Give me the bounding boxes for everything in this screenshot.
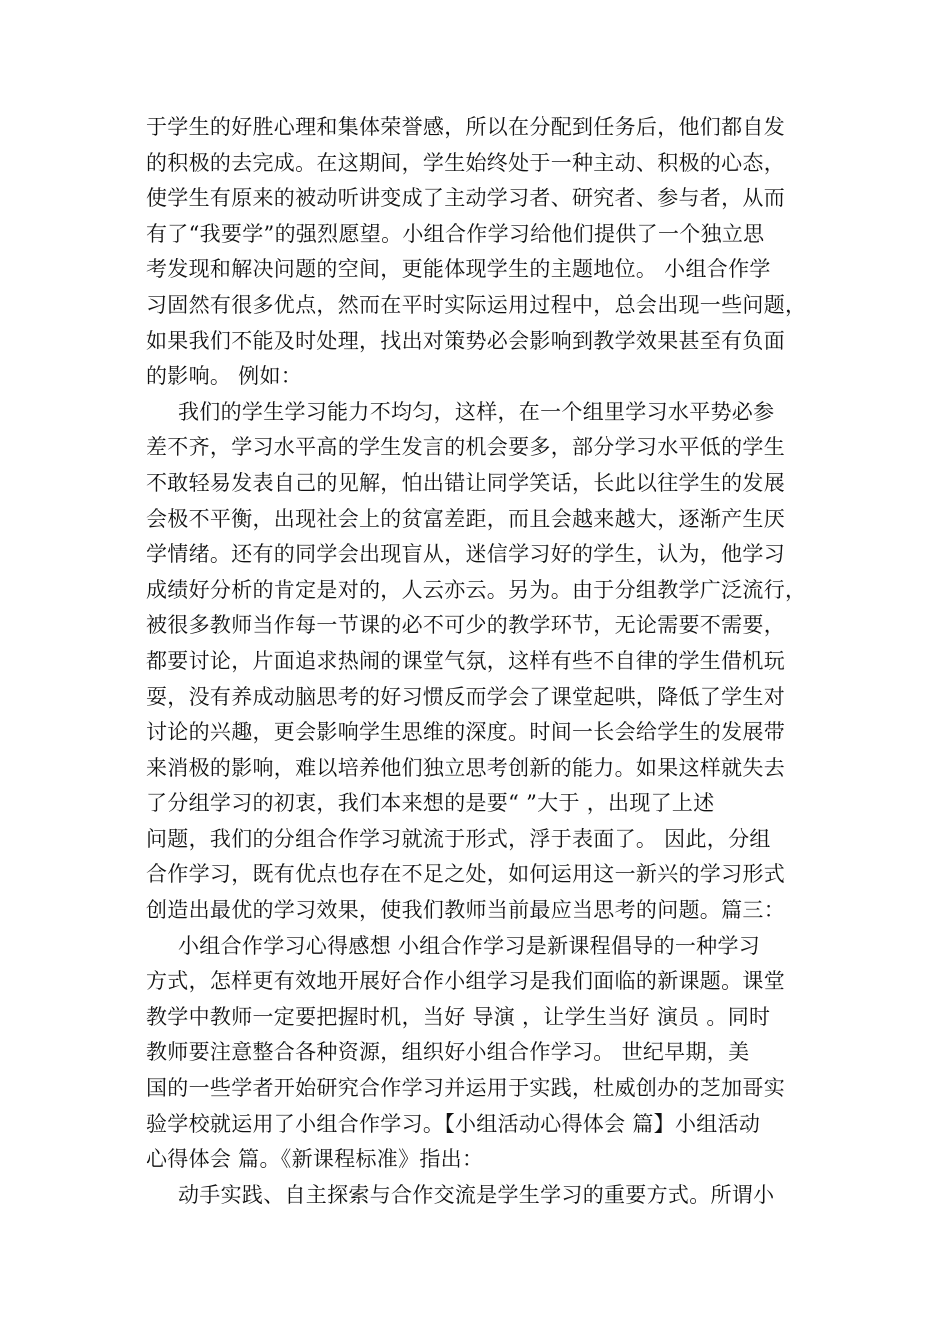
text-line: 动手实践、自主探索与合作交流是学生学习的重要方式。所谓小 xyxy=(178,1182,775,1207)
text-line: 来消极的影响，难以培养他们独立思考创新的能力。如果这样就失去 xyxy=(146,755,785,780)
text-line: 会极不平衡，出现社会上的贫富差距，而且会越来越大，逐渐产生厌 xyxy=(146,506,785,531)
text-line: 方式，怎样更有效地开展好合作小组学习是我们面临的新课题。课堂 xyxy=(146,969,785,994)
text-line: 教学中教师一定要把握时机，当好 导演 ，让学生当好 演员 。同时 xyxy=(146,1004,771,1029)
text-line: 被很多教师当作每一节课的必不可少的教学环节，无论需要不需要， xyxy=(146,613,785,638)
text-line: 习固然有很多优点，然而在平时实际运用过程中，总会出现一些问题， xyxy=(146,292,807,317)
text-line: 创造出最优的学习效果，使我们教师当前最应当思考的问题。篇三： xyxy=(146,898,785,923)
text-line: 考发现和解决问题的空间，更能体现学生的主题地位。 小组合作学 xyxy=(146,257,771,282)
text-line: 成绩好分析的肯定是对的，人云亦云。另为。由于分组教学广泛流行， xyxy=(146,577,807,602)
text-line: 合作学习，既有优点也存在不足之处，如何运用这一新兴的学习形式 xyxy=(146,862,785,887)
document-body xyxy=(146,110,808,1213)
text-line: 我们的学生学习能力不均匀，这样，在一个组里学习水平势必参 xyxy=(178,399,775,424)
text-line: 问题，我们的分组合作学习就流于形式，浮于表面了。 因此，分组 xyxy=(146,826,771,851)
text-line: 教师要注意整合各种资源，组织好小组合作学习。 世纪早期，美 xyxy=(146,1040,750,1065)
text-line: 耍，没有养成动脑思考的好习惯反而学会了课堂起哄，降低了学生对 xyxy=(146,684,785,709)
text-line: 如果我们不能及时处理，找出对策势必会影响到教学效果甚至有负面 xyxy=(146,328,785,353)
text-line: 了分组学习的初衷，我们本来想的是要“ ”大于 ，出现了上述 xyxy=(146,791,715,816)
text-line: 于学生的好胜心理和集体荣誉感，所以在分配到任务后，他们都自发 xyxy=(146,115,785,139)
text-line: 使学生有原来的被动听讲变成了主动学习者、研究者、参与者，从而 xyxy=(146,186,785,211)
text-line: 讨论的兴趣，更会影响学生思维的深度。时间一长会给学生的发展带 xyxy=(146,720,785,745)
text-line: 有了“我要学”的强烈愿望。小组合作学习给他们提供了一个独立思 xyxy=(146,221,765,246)
text-line: 心得体会 篇。《新课程标准》指出： xyxy=(146,1147,484,1172)
text-line: 差不齐，学习水平高的学生发言的机会要多，部分学习水平低的学生 xyxy=(146,435,785,460)
text-line: 学情绪。还有的同学会出现盲从，迷信学习好的学生，认为，他学习 xyxy=(146,542,785,567)
text-line: 的影响。 例如： xyxy=(146,364,303,389)
text-line: 验学校就运用了小组合作学习。【小组活动心得体会 篇】小组活动 xyxy=(146,1111,761,1136)
text-line: 小组合作学习心得感想 小组合作学习是新课程倡导的一种学习 xyxy=(178,933,761,958)
text-line: 都要讨论，片面追求热闹的课堂气氛，这样有些不自律的学生借机玩 xyxy=(146,648,785,673)
text-line: 国的一些学者开始研究合作学习并运用于实践，杜威创办的芝加哥实 xyxy=(146,1076,785,1101)
text-line: 的积极的去完成。在这期间，学生始终处于一种主动、积极的心态， xyxy=(146,150,785,175)
text-line: 不敢轻易发表自己的见解，怕出错让同学笑话，长此以往学生的发展 xyxy=(146,470,785,495)
